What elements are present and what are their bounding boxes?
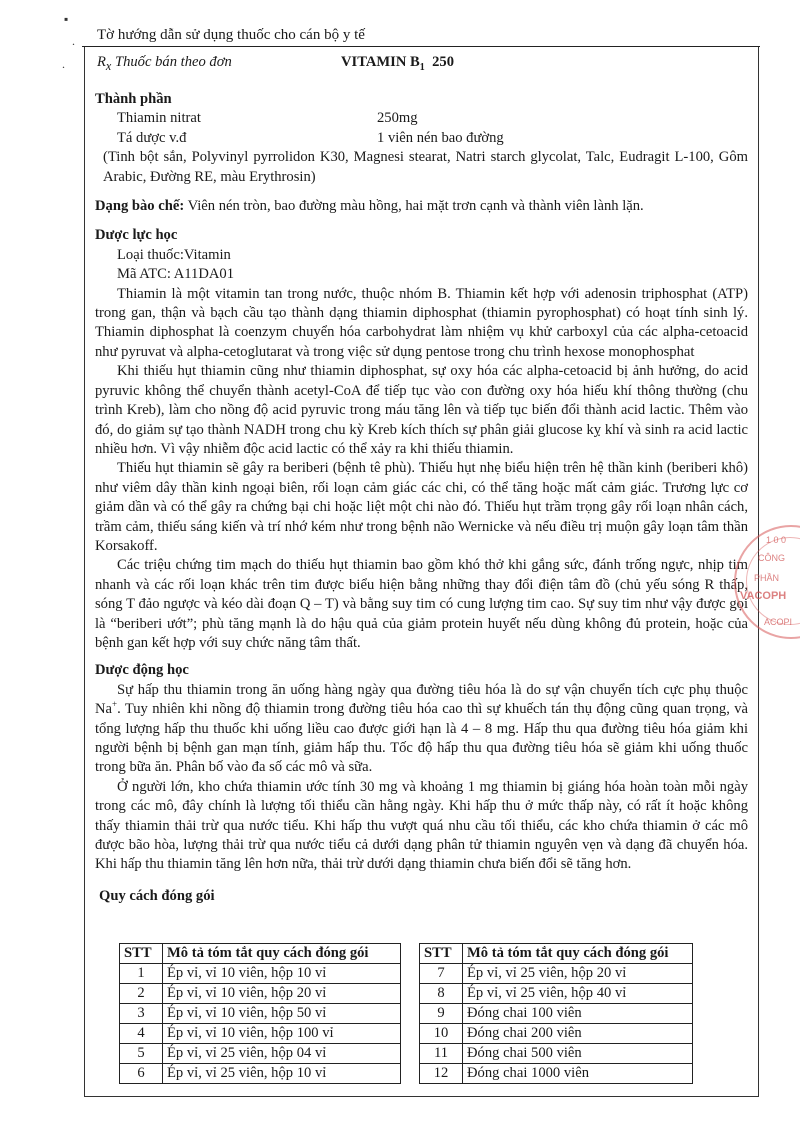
table-row: 9 Đóng chai 100 viên <box>420 1004 693 1024</box>
document-frame <box>84 47 759 1097</box>
col-stt: STT <box>120 944 163 964</box>
pharmacodynamics-heading: Dược lực học <box>95 227 178 244</box>
table-row: 1 Ép vỉ, vỉ 10 viên, hộp 10 vỉ <box>120 964 401 984</box>
company-stamp: 1 0 0 CÔNG PHẦN VACOPH ACOPI <box>734 525 800 639</box>
table-row: 2 Ép vỉ, vỉ 10 viên, hộp 20 vỉ <box>120 984 401 1004</box>
drug-title: VITAMIN $B_1$ 250 <box>341 54 454 73</box>
atc-code: Mã ATC: A11DA01 <box>117 266 235 283</box>
pharmacokinetics-heading: Dược động học <box>95 662 189 679</box>
table-row: 12 Đóng chai 1000 viên <box>420 1064 693 1084</box>
paragraph: Sự hấp thu thiamin trong ăn uống hàng ngày qua đường tiêu hóa là do sự vận chuyển tích cực phụ thuộc Na+. Tuy nhiên khi nồng độ thiamin trong đường tiêu hóa cao thì sự khuếch tán thụ động cũng quan trọng, và tổng lượng hấp thu thuốc khi uống liều cao được giới hạn là 4 – 8 mg. Hấp thu qua đường tiêu hóa giảm khi người bệnh bị bệnh gan mạn tính, giảm hấp thu. Tốc độ hấp thu qua đường tiêu hóa sẽ giảm khi uống thuốc trong bữa ăn. Phân bố vào đa số các mô và sữa. <box>95 681 748 776</box>
packaging-heading: Quy cách đóng gói <box>99 887 215 904</box>
table-row: 5 Ép vỉ, vỉ 25 viên, hộp 04 vỉ <box>120 1044 401 1064</box>
scan-mark: ▪ <box>64 12 69 26</box>
scan-mark: . <box>62 57 65 71</box>
packaging-table-right <box>419 943 693 1084</box>
col-desc: Mô tả tóm tắt quy cách đóng gói <box>463 944 693 964</box>
table-header-row <box>420 944 693 964</box>
col-stt: STT <box>420 944 463 964</box>
paragraph: Khi thiếu hụt thiamin cũng như thiamin diphosphat, sự oxy hóa các alpha-cetoacid bị ảnh hưởng, do acid pyruvic không thể chuyển thành acetyl-CoA để tiếp tục vào con đường oxy hóa hiếu khí thông thường (chu trình Kreb), làm cho nồng độ acid pyruvic trong máu tăng lên và tiếp tục biến đổi thành acid lactic. Thêm vào đó, do giảm sự tạo thành NADH trong chu kỳ Kreb kích thích sự phân giải glucose kỵ khí và sinh ra acid lactic nhiều hơn. Vì vậy nhiễm độc acid lactic có thể xảy ra khi thiếu thiamin. <box>95 363 748 457</box>
scan-mark: . <box>72 34 75 48</box>
drug-class: Loại thuốc:Vitamin <box>117 246 231 263</box>
table-row: 6 Ép vỉ, vỉ 25 viên, hộp 10 vỉ <box>120 1064 401 1084</box>
table-row: 4 Ép vỉ, vỉ 10 viên, hộp 100 vỉ <box>120 1024 401 1044</box>
composition-heading: Thành phần <box>95 91 172 107</box>
paragraph: Thiamin là một vitamin tan trong nước, thuộc nhóm B. Thiamin kết hợp với adenosin triphosphat (ATP) trong gan, thận và bạch cầu tạo thành dạng thiamin diphosphat (thiamin pyrophosphat) có hoạt tính sinh lý. Thiamin diphosphat là coenzym chuyển hóa carbohydrat làm nhiệm vụ khử carboxyl của các alpha-cetoacid như pyruvat và alpha-cetoglutarat và trong việc sử dụng pentose trong chu trình hexose monophosphat <box>95 285 748 360</box>
dosage-form: Dạng bào chế: Viên nén tròn, bao đường màu hồng, hai mặt trơn cạnh và thành viên lành lặn. <box>95 198 644 215</box>
table-row: 3 Ép vỉ, vỉ 10 viên, hộp 50 vỉ <box>120 1004 401 1024</box>
document-body <box>95 90 748 906</box>
page-header: Tờ hướng dẫn sử dụng thuốc cho cán bộ y tế <box>97 27 365 43</box>
paragraph: Các triệu chứng tim mạch do thiếu hụt thiamin bao gồm khó thở khi gắng sức, đánh trống ngực, nhịp tim nhanh và các rối loạn khác trên tim được biểu hiện bằng những thay đổi điện tâm đồ (chủ yếu sóng R thấp, sóng T đảo ngược và kéo dài đoạn Q – T) và bằng suy tim có cung lượng tim cao. Sự suy tim như vậy được gọi là “beriberi ướt”; phù tăng mạnh là do hậu quả của giảm protein huyết nếu dùng không đủ protein, hoặc của bệnh gan kết hợp với suy chức năng tâm thất. <box>95 557 748 651</box>
paragraph: Thiếu hụt thiamin sẽ gây ra beriberi (bệnh tê phù). Thiếu hụt nhẹ biểu hiện trên hệ thần kinh (beriberi khô) như viêm dây thần kinh ngoại biên, rối loạn cảm giác các chi, có thể tăng hoặc mất cảm giác. Trương lực cơ giảm dần và có thể gây ra chứng bại chi hoặc liệt một chi nào đó. Thiếu hụt trầm trọng gây rối loạn nhân cách, trầm cảm, thiếu sáng kiến và trí nhớ kém như trong bệnh não Wernicke và nếu điều trị muộn gây loạn tâm thần Korsakoff. <box>95 460 748 554</box>
table-row: 10 Đóng chai 200 viên <box>420 1024 693 1044</box>
table-row: 7 Ép vỉ, vỉ 25 viên, hộp 20 vỉ <box>420 964 693 984</box>
excipients-text: (Tinh bột sắn, Polyvinyl pyrrolidon K30, Magnesi stearat, Natri starch glycolat, Talc, Eudragit L-100, Gôm Arabic, Đường RE, màu Erythrosin) <box>103 149 748 185</box>
prescription-note: $R_x$ Thuốc bán theo đơn <box>97 54 232 73</box>
table-row: 8 Ép vỉ, vỉ 25 viên, hộp 40 vỉ <box>420 984 693 1004</box>
paragraph: Ở người lớn, kho chứa thiamin ước tính 30 mg và khoảng 1 mg thiamin bị giáng hóa hoàn toàn mỗi ngày trong các mô, đây chính là lượng tối thiểu cần hằng ngày. Khi hấp thu ở mức thấp này, có rất ít hoặc không thấy thiamin thải trừ qua nước tiểu. Khi hấp thu vượt quá nhu cầu tối thiểu, các kho chứa thiamin ở các mô được bão hòa, lượng thải trừ qua nước tiểu cả dưới dạng phân tử thiamin nguyên vẹn và dạng đã chuyển hóa. Khi hấp thu thiamin tăng lên hơn nữa, thải trừ dưới dạng thiamin chưa biến đổi sẽ tăng hơn. <box>95 778 748 873</box>
table-row: 11 Đóng chai 500 viên <box>420 1044 693 1064</box>
ingredient-row: Tá dược v.đ 1 viên nén bao đường <box>117 129 504 146</box>
table-header-row <box>120 944 401 964</box>
packaging-table-left <box>119 943 401 1084</box>
col-desc: Mô tả tóm tắt quy cách đóng gói <box>163 944 401 964</box>
ingredient-row: Thiamin nitrat 250mg <box>117 110 418 127</box>
